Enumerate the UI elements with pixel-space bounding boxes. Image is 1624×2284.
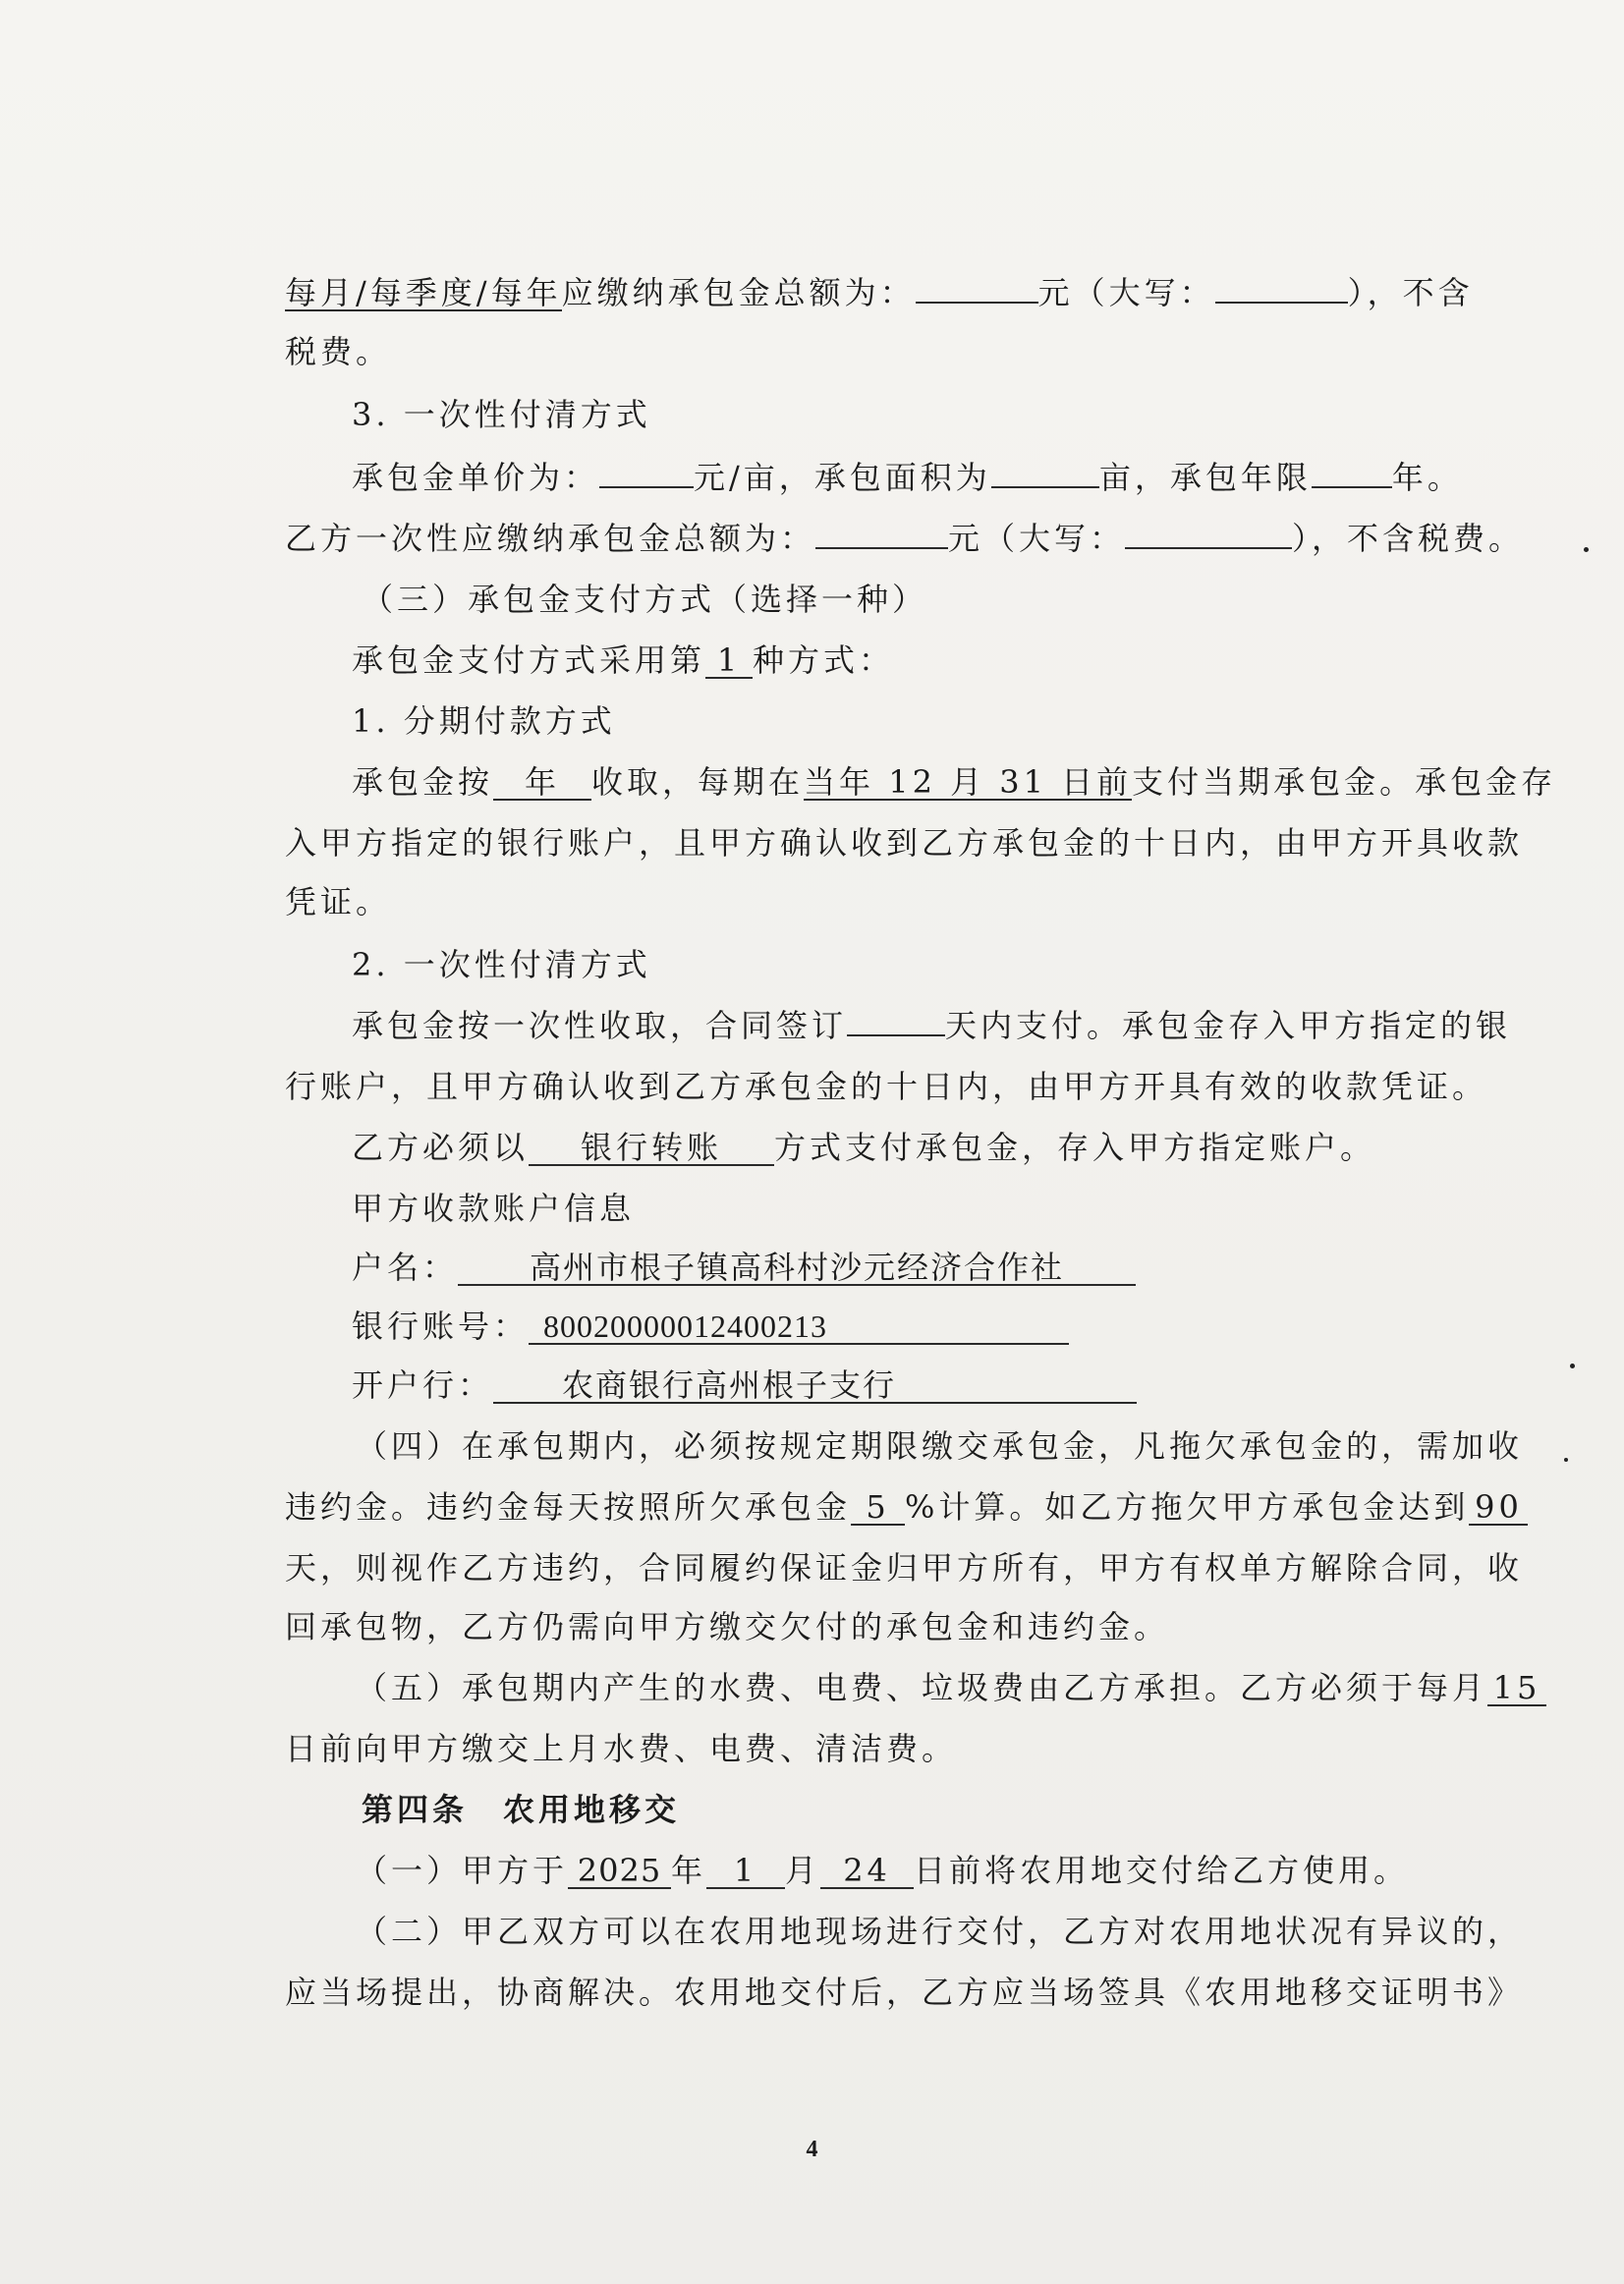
text-line: 回承包物，乙方仍需向甲方缴交欠付的承包金和违约金。 xyxy=(285,1608,1170,1645)
filled-penalty-rate: 5 xyxy=(851,1490,905,1526)
blank-total xyxy=(815,547,948,549)
filled-month: 1 xyxy=(706,1854,785,1889)
blank-amount xyxy=(916,302,1038,304)
account-name-line: 户名： 高州市根子镇高科村沙元经济合作社 xyxy=(352,1248,1136,1287)
filled-transfer-method: 银行转账 xyxy=(529,1131,774,1166)
section-heading: 1. 分期付款方式 xyxy=(352,702,616,740)
section-heading: 2. 一次性付清方式 xyxy=(352,946,651,983)
scan-speck xyxy=(1564,1458,1568,1462)
filled-year: 2025 xyxy=(568,1854,671,1889)
filled-deadline: 当年 12 月 31 日前 xyxy=(804,763,1133,801)
scan-speck xyxy=(1584,547,1589,552)
bank-branch-line: 开户行： 农商银行高州根子支行 xyxy=(352,1365,1137,1405)
scan-speck xyxy=(1570,1364,1575,1368)
blank-unit-price xyxy=(599,486,694,488)
text-line: 天，则视作乙方违约，合同履约保证金归甲方所有，甲方有权单方解除合同，收 xyxy=(285,1549,1524,1587)
period-options: 每月/每季度/每年 xyxy=(285,274,562,311)
text-line: （四）在承包期内，必须按规定期限缴交承包金，凡拖欠承包金的，需加收 xyxy=(356,1427,1524,1465)
utilities-line: （五）承包期内产生的水费、电费、垃圾费由乙方承担。乙方必须于每月 15 xyxy=(356,1668,1546,1707)
bank-branch: 农商银行高州根子支行 xyxy=(493,1368,1137,1404)
blank-total-words xyxy=(1125,547,1292,549)
unit-price-line: 承包金单价为： 元/亩，承包面积为 亩，承包年限 年。 xyxy=(352,459,1463,496)
account-info-heading: 甲方收款账户信息 xyxy=(352,1190,636,1227)
blank-area xyxy=(991,486,1099,488)
section-heading: （三）承包金支付方式（选择一种） xyxy=(362,581,928,618)
account-name: 高州市根子镇高科村沙元经济合作社 xyxy=(458,1251,1136,1286)
text-line: 日前向甲方缴交上月水费、电费、清洁费。 xyxy=(285,1730,958,1767)
blank-days xyxy=(847,1034,945,1036)
filled-method-number: 1 xyxy=(705,643,753,679)
lump-sum-line: 承包金按一次性收取，合同签订 天内支付。承包金存入甲方指定的银 xyxy=(352,1007,1512,1044)
filled-day: 24 xyxy=(820,1854,914,1889)
blank-amount-words xyxy=(1215,302,1348,304)
section-heading: 3. 一次性付清方式 xyxy=(352,396,651,433)
article-heading: 第四条 农用地移交 xyxy=(362,1791,681,1828)
text-line: 税费。 xyxy=(285,333,392,370)
payment-method-line: 承包金支付方式采用第 1 种方式： xyxy=(352,641,895,679)
transfer-method-line: 乙方必须以 银行转账 方式支付承包金，存入甲方指定账户。 xyxy=(352,1129,1376,1166)
account-number-line: 银行账号： 80020000012400213 xyxy=(352,1307,1069,1346)
lump-sum-total-line: 乙方一次性应缴纳承包金总额为： 元（大写： ），不含税费。 xyxy=(285,520,1525,557)
text-line: 行账户，且甲方确认收到乙方承包金的十日内，由甲方开具有效的收款凭证。 xyxy=(285,1068,1488,1105)
filled-overdue-days: 90 xyxy=(1469,1490,1528,1526)
installment-line: 承包金按 年 收取，每期在当年 12 月 31 日前支付当期承包金。承包金存 xyxy=(352,763,1557,801)
payment-total-line: 每月/每季度/每年应缴纳承包金总额为： 元（大写： ），不含 xyxy=(285,274,1474,311)
filled-due-day: 15 xyxy=(1487,1671,1546,1706)
handover-date-line: （一）甲方于 2025 年 1 月 24 日前将农用地交付给乙方使用。 xyxy=(356,1852,1410,1889)
page-number: 4 xyxy=(806,2137,818,2162)
account-number: 80020000012400213 xyxy=(529,1309,1069,1345)
text-line: 凭证。 xyxy=(285,883,392,920)
text-line: （二）甲乙双方可以在农用地现场进行交付，乙方对农用地状况有异议的， xyxy=(356,1913,1524,1950)
penalty-line: 违约金。违约金每天按照所欠承包金 5 %计算。如乙方拖欠甲方承包金达到 90 xyxy=(285,1487,1528,1527)
text-line: 入甲方指定的银行账户，且甲方确认收到乙方承包金的十日内，由甲方开具收款 xyxy=(285,824,1524,862)
blank-years xyxy=(1312,486,1392,488)
text-line: 应当场提出，协商解决。农用地交付后，乙方应当场签具《农用地移交证明书》 xyxy=(285,1974,1524,2011)
filled-period: 年 xyxy=(493,765,591,801)
